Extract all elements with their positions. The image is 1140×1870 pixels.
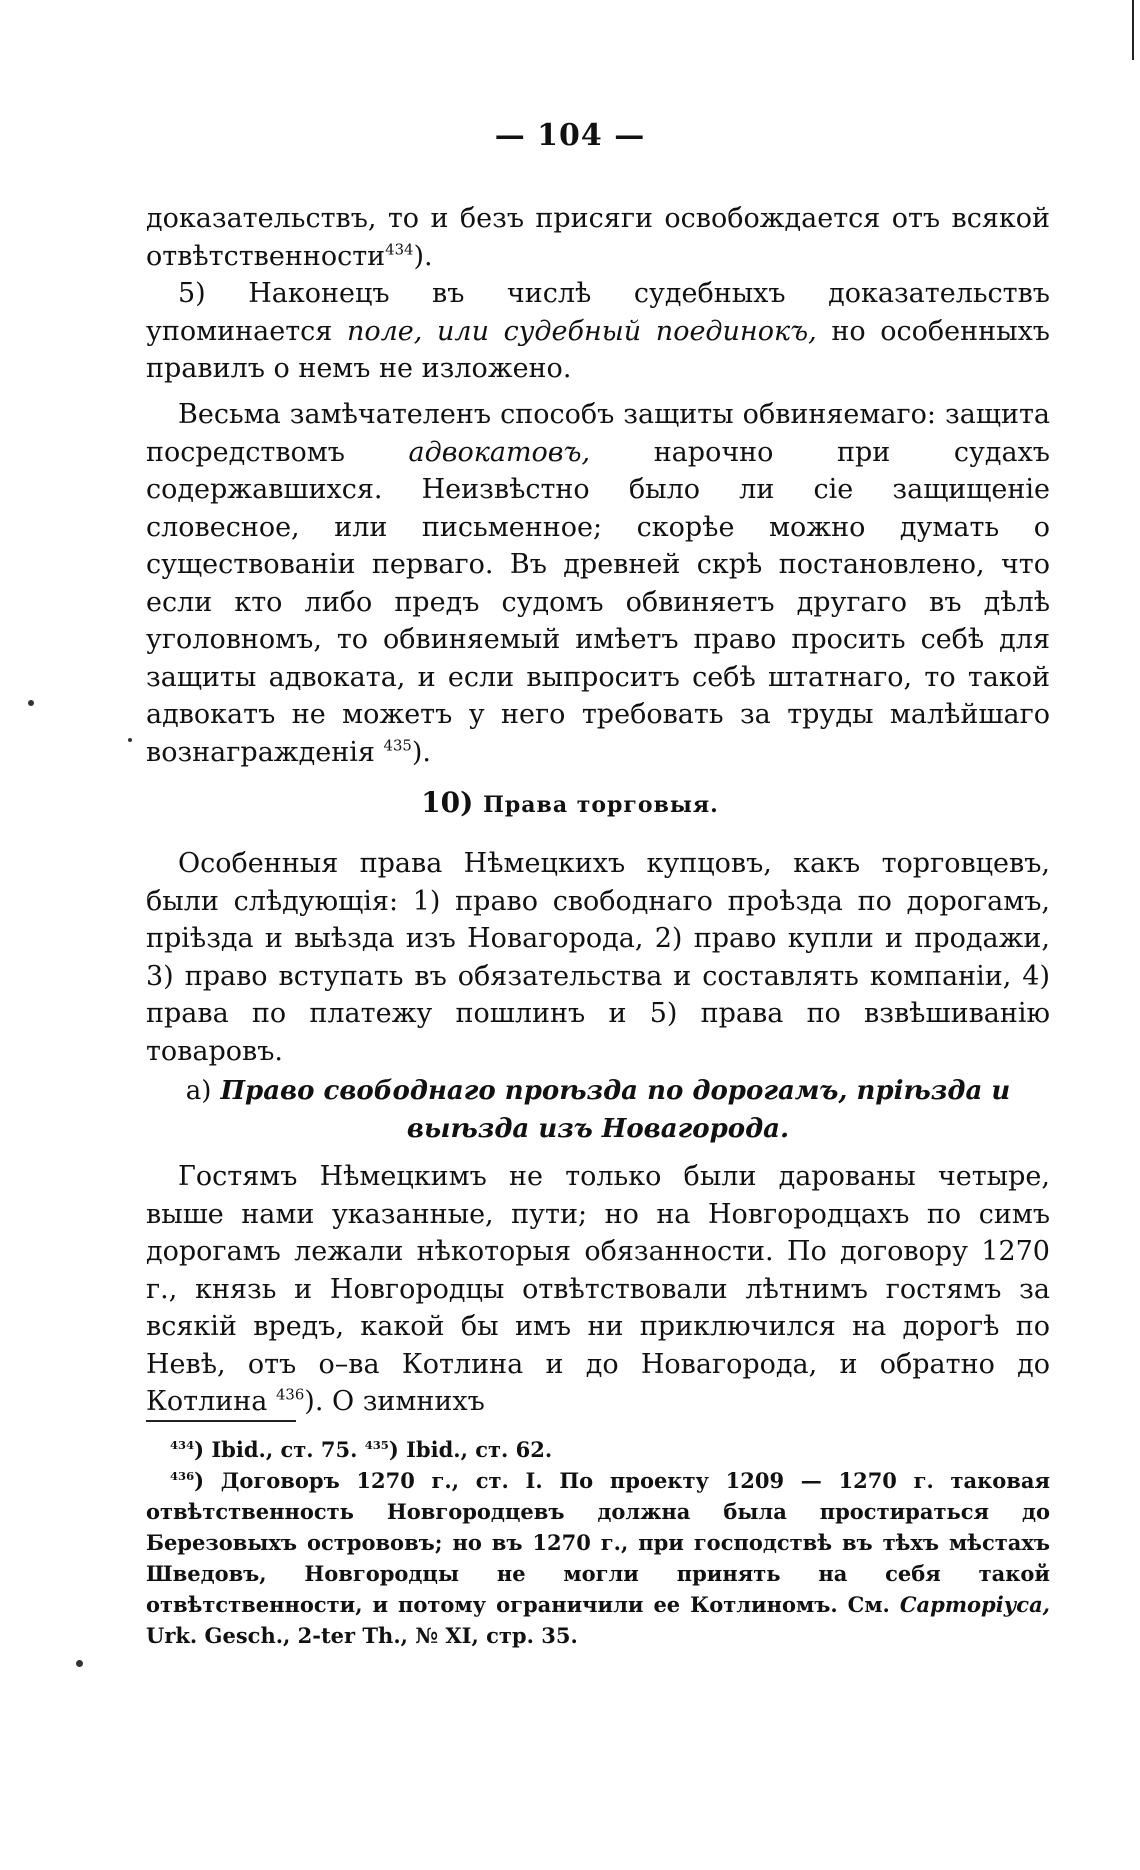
page-number: — 104 — xyxy=(494,118,646,153)
text-line: доказательствъ, то и безъ присяги освобождается отъ всякой xyxy=(146,203,1050,234)
text-block-defense xyxy=(146,396,1050,771)
text-run: нарочно при судахъ содержавшихся. Неизвѣстно было ли сіе защищеніе словесное, или письменное; скорѣе можно думать о существованіи перваго. Въ древней скрѣ постановлено, что если кто либо предъ судомъ обвиняетъ другаго въ дѣлѣ уголовномъ, то обвиняемый имѣетъ право просить себѣ для защиты адвоката, и если выпроситъ себѣ штатнаго, то такой адвокатъ не можетъ у него требовать за труды малѣйшаго вознагражденія xyxy=(146,436,1050,768)
text-block-continuation xyxy=(146,200,1050,388)
footnote-text: ) Ibid., ст. 62. xyxy=(388,1437,553,1462)
paragraph-rights: Особенныя права Нѣмецкихъ купцовъ, какъ торговцевъ, были слѣдующія: 1) право свободнаго проѣзда по дорогамъ, пріѣзда и выѣзда изъ Новагорода, 2) право купли и продажи, 3) право вступать въ обязательства и составлять компаніи, 4) права по платежу пошлинъ и 5) права по взвѣшиванію товаровъ. xyxy=(146,848,1050,1067)
text-line: ). xyxy=(413,240,433,272)
text-run: Весьма замѣчателенъ способъ защиты обвиняемаго: защита посредствомъ xyxy=(146,399,1050,468)
footnote-mark: 436 xyxy=(170,1468,195,1483)
scan-speck xyxy=(128,738,132,742)
footnote-ref: 435 xyxy=(383,736,412,755)
scan-edge-line xyxy=(1132,0,1134,60)
section-number: 10) xyxy=(421,786,474,819)
footnote-divider xyxy=(146,1420,296,1422)
paragraph-continuation xyxy=(146,200,1050,275)
text-run: ). О зимнихъ xyxy=(304,1386,485,1417)
section-title: Права торговыя. xyxy=(483,792,719,818)
footnote-ref: 436 xyxy=(275,1385,305,1404)
footnote-text: ) Договоръ 1270 г., ст. I. По проекту 1209 — 1270 г. таковая отвѣтственность Новгородцевъ должна была простираться до Березовыхъ острововъ; но въ 1270 г., при господствѣ въ тѣхъ мѣстахъ Шведовъ, Новгородцы не могли принять на себя такой отвѣтственности, и потому ограничили ее Котлиномъ. См. xyxy=(146,1468,1050,1617)
footnote-ref: 434 xyxy=(385,240,414,259)
footnotes xyxy=(146,1434,1050,1651)
footnote-text: Urk. Gesch., 2-ter Th., № XI, стр. 35. xyxy=(146,1623,578,1648)
italic-citation: Сарторіуса, xyxy=(899,1592,1050,1617)
subsection-heading xyxy=(146,1072,1050,1148)
text-block-rights xyxy=(146,845,1050,1070)
paragraph-guests xyxy=(146,1158,1050,1421)
subsection-letter: а) xyxy=(185,1076,212,1106)
footnote-mark: 435 xyxy=(364,1437,389,1452)
text-block-guests xyxy=(146,1158,1050,1421)
scan-speck xyxy=(76,1660,83,1667)
paragraph-5 xyxy=(146,275,1050,388)
text-line: отвѣтственности xyxy=(146,240,386,272)
footnote-436 xyxy=(146,1465,1050,1651)
text-run: ). xyxy=(411,736,431,768)
footnote-mark: 434 xyxy=(170,1437,195,1452)
italic-term: адвокатовъ, xyxy=(408,436,591,468)
section-heading xyxy=(0,786,1140,819)
subsection-title: Право свободнаго проѣзда по дорогамъ, пріѣзда и выѣзда изъ Новагорода. xyxy=(220,1076,1011,1144)
text-run: 5) Наконецъ въ числѣ судебныхъ доказательствъ упоминается xyxy=(146,278,1050,347)
footnote-text: ) Ibid., ст. 75. xyxy=(194,1437,358,1462)
scan-speck xyxy=(28,700,34,706)
paragraph-defense xyxy=(146,396,1050,771)
footnote-434-435 xyxy=(146,1434,1050,1465)
italic-term: поле, или судебный поединокъ, xyxy=(346,315,817,347)
text-run: но особенныхъ правилъ о немъ не изложено. xyxy=(146,315,1050,384)
text-run: Гостямъ Нѣмецкимъ не только были дарованы четыре, выше нами указанные, пути; но на Новгородцахъ по симъ дорогамъ лежали нѣкоторыя обязанности. По договору 1270 г., князь и Новгородцы отвѣтствовали лѣтнимъ гостямъ за всякій вредъ, какой бы имъ ни приключился на дорогѣ по Невѣ, отъ о–ва Котлина и до Новагорода, и обратно до Котлина xyxy=(146,1161,1050,1417)
